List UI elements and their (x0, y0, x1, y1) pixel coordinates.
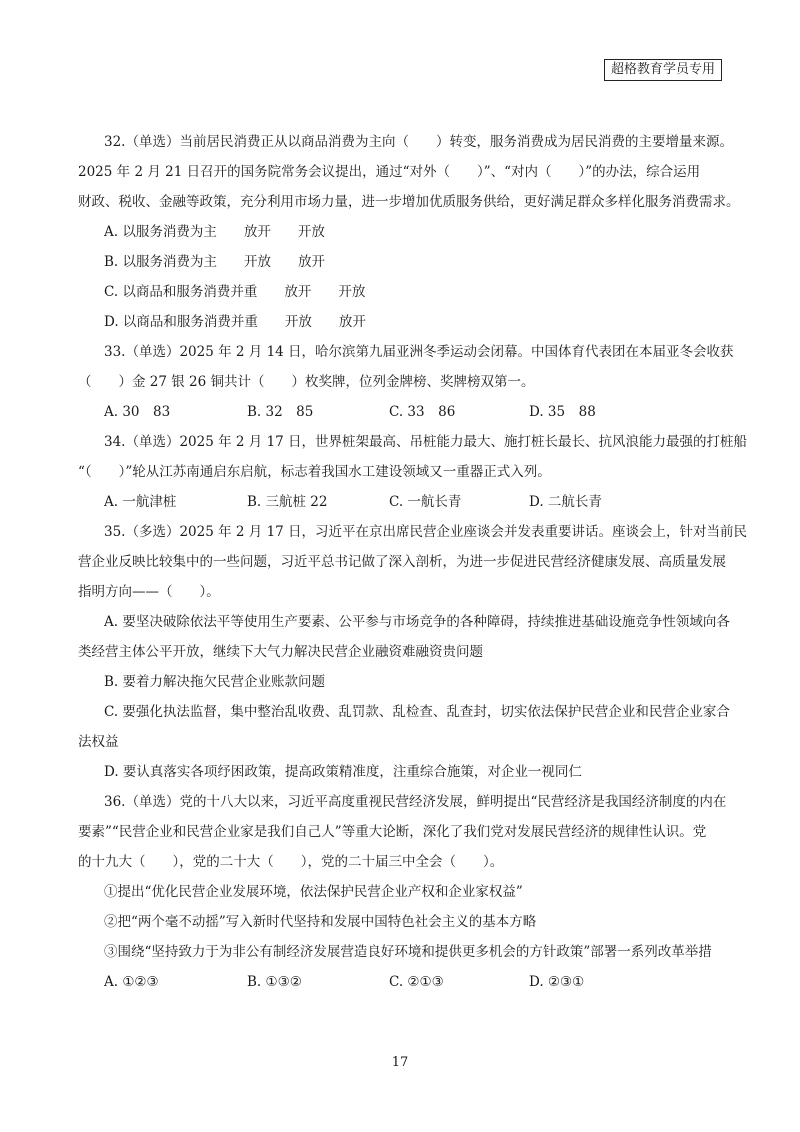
question-32 (78, 127, 740, 337)
question-33-stem-line: 33.（单选）2025 年 2 月 14 日，哈尔滨第九届亚洲冬季运动会闭幕。中国体育代表团在本届亚冬会收获 (104, 344, 734, 360)
question-32-stem-line: 32.（单选）当前居民消费正从以商品消费为主向（ ）转变，服务消费成为居民消费的主要增量来源。 (104, 134, 733, 150)
option-a: A. 以服务消费为主 放开 开放 (104, 224, 325, 240)
option-a: A. 30 83 (104, 404, 171, 420)
option-b: B. 以服务消费为主 开放 放开 (104, 254, 326, 270)
statement-1: ①提出“优化民营企业发展环境，依法保护民营企业产权和企业家权益” (104, 884, 523, 900)
question-35-stem-line: 营企业反映比较集中的一些问题，习近平总书记做了深入剖析，为进一步促进民营经济健康发展、高质量发展 (78, 554, 726, 570)
option-d: D. 二航长青 (529, 494, 602, 510)
question-32-stem-line: 财政、税收、金融等政策，充分利用市场力量，进一步增加优质服务供给，更好满足群众多样化服务消费需求。 (78, 194, 740, 210)
question-35 (78, 517, 748, 787)
option-a: A. ①②③ (104, 974, 159, 990)
student-use-stamp: 超格教育学员专用 (604, 59, 722, 81)
option-c: C. 一航长青 (389, 494, 462, 510)
question-33-options (78, 397, 726, 427)
question-34-options (78, 487, 726, 517)
question-34 (78, 427, 748, 517)
option-a-continued: 类经营主体公平开放，继续下大气力解决民营企业融资难融资贵问题 (78, 644, 483, 660)
option-d: D. ②③① (529, 974, 585, 990)
question-36-stem-line: 要素”“民营企业和民营企业家是我们自己人”等重大论断，深化了我们党对发展民营经济的规律性认识。党 (78, 824, 707, 840)
question-34-stem-line: 34.（单选）2025 年 2 月 17 日，世界桩架最高、吊桩能力最大、施打桩长最长、抗风浪能力最强的打桩船 (104, 434, 748, 450)
option-d: D. 以商品和服务消费并重 开放 放开 (104, 314, 366, 330)
question-32-stem-line: 2025 年 2 月 21 日召开的国务院常务会议提出，通过“对外（ ）”、“对内（ ）”的办法，综合运用 (78, 164, 701, 180)
question-content (78, 127, 748, 997)
statement-3: ③围绕“坚持致力于为非公有制经济发展营造良好环境和提供更多机会的方针政策”部署一系列改革举措 (104, 944, 712, 960)
statement-2: ②把“两个毫不动摇”写入新时代坚持和发展中国特色社会主义的基本方略 (104, 914, 537, 930)
option-d: D. 要认真落实各项纾困政策，提高政策精准度，注重综合施策，对企业一视同仁 (104, 764, 582, 780)
question-36 (78, 787, 726, 997)
question-34-stem-line: “（ ）”轮从江苏南通启东启航，标志着我国水工建设领域又一重器正式入列。 (78, 464, 551, 480)
option-b: B. 32 85 (247, 404, 314, 420)
option-c-continued: 法权益 (78, 734, 119, 750)
option-c: C. 以商品和服务消费并重 放开 开放 (104, 284, 366, 300)
option-b: B. 要着力解决拖欠民营企业账款问题 (104, 674, 326, 690)
question-36-options (78, 967, 726, 997)
question-33-stem-line: （ ）金 27 银 26 铜共计（ ）枚奖牌，位列金牌榜、奖牌榜双第一。 (78, 374, 535, 390)
question-35-stem-line: 35.（多选）2025 年 2 月 17 日，习近平在京出席民营企业座谈会并发表重要讲话。座谈会上，针对当前民 (104, 524, 748, 540)
question-36-stem-line: 的十九大（ ），党的二十大（ ），党的二十届三中全会（ ）。 (78, 854, 504, 870)
option-c: C. 33 86 (389, 404, 456, 420)
page-number: 17 (391, 1055, 409, 1070)
option-c: C. 要强化执法监督，集中整治乱收费、乱罚款、乱检查、乱查封，切实依法保护民营企业和民营企业家合 (104, 704, 730, 720)
option-a: A. 要坚决破除依法平等使用生产要素、公平参与市场竞争的各种障碍，持续推进基础设施竞争性领域向各 (104, 614, 730, 630)
question-33 (78, 337, 734, 427)
option-b: B. ①③② (247, 974, 302, 990)
option-d: D. 35 88 (529, 404, 596, 420)
option-c: C. ②①③ (389, 974, 444, 990)
option-b: B. 三航桩 22 (247, 494, 328, 510)
question-35-stem-line: 指明方向——（ ）。 (78, 584, 220, 600)
question-36-stem-line: 36.（单选）党的十八大以来，习近平高度重视民营经济发展，鲜明提出“民营经济是我国经济制度的内在 (104, 794, 727, 810)
option-a: A. 一航津桩 (104, 494, 177, 510)
